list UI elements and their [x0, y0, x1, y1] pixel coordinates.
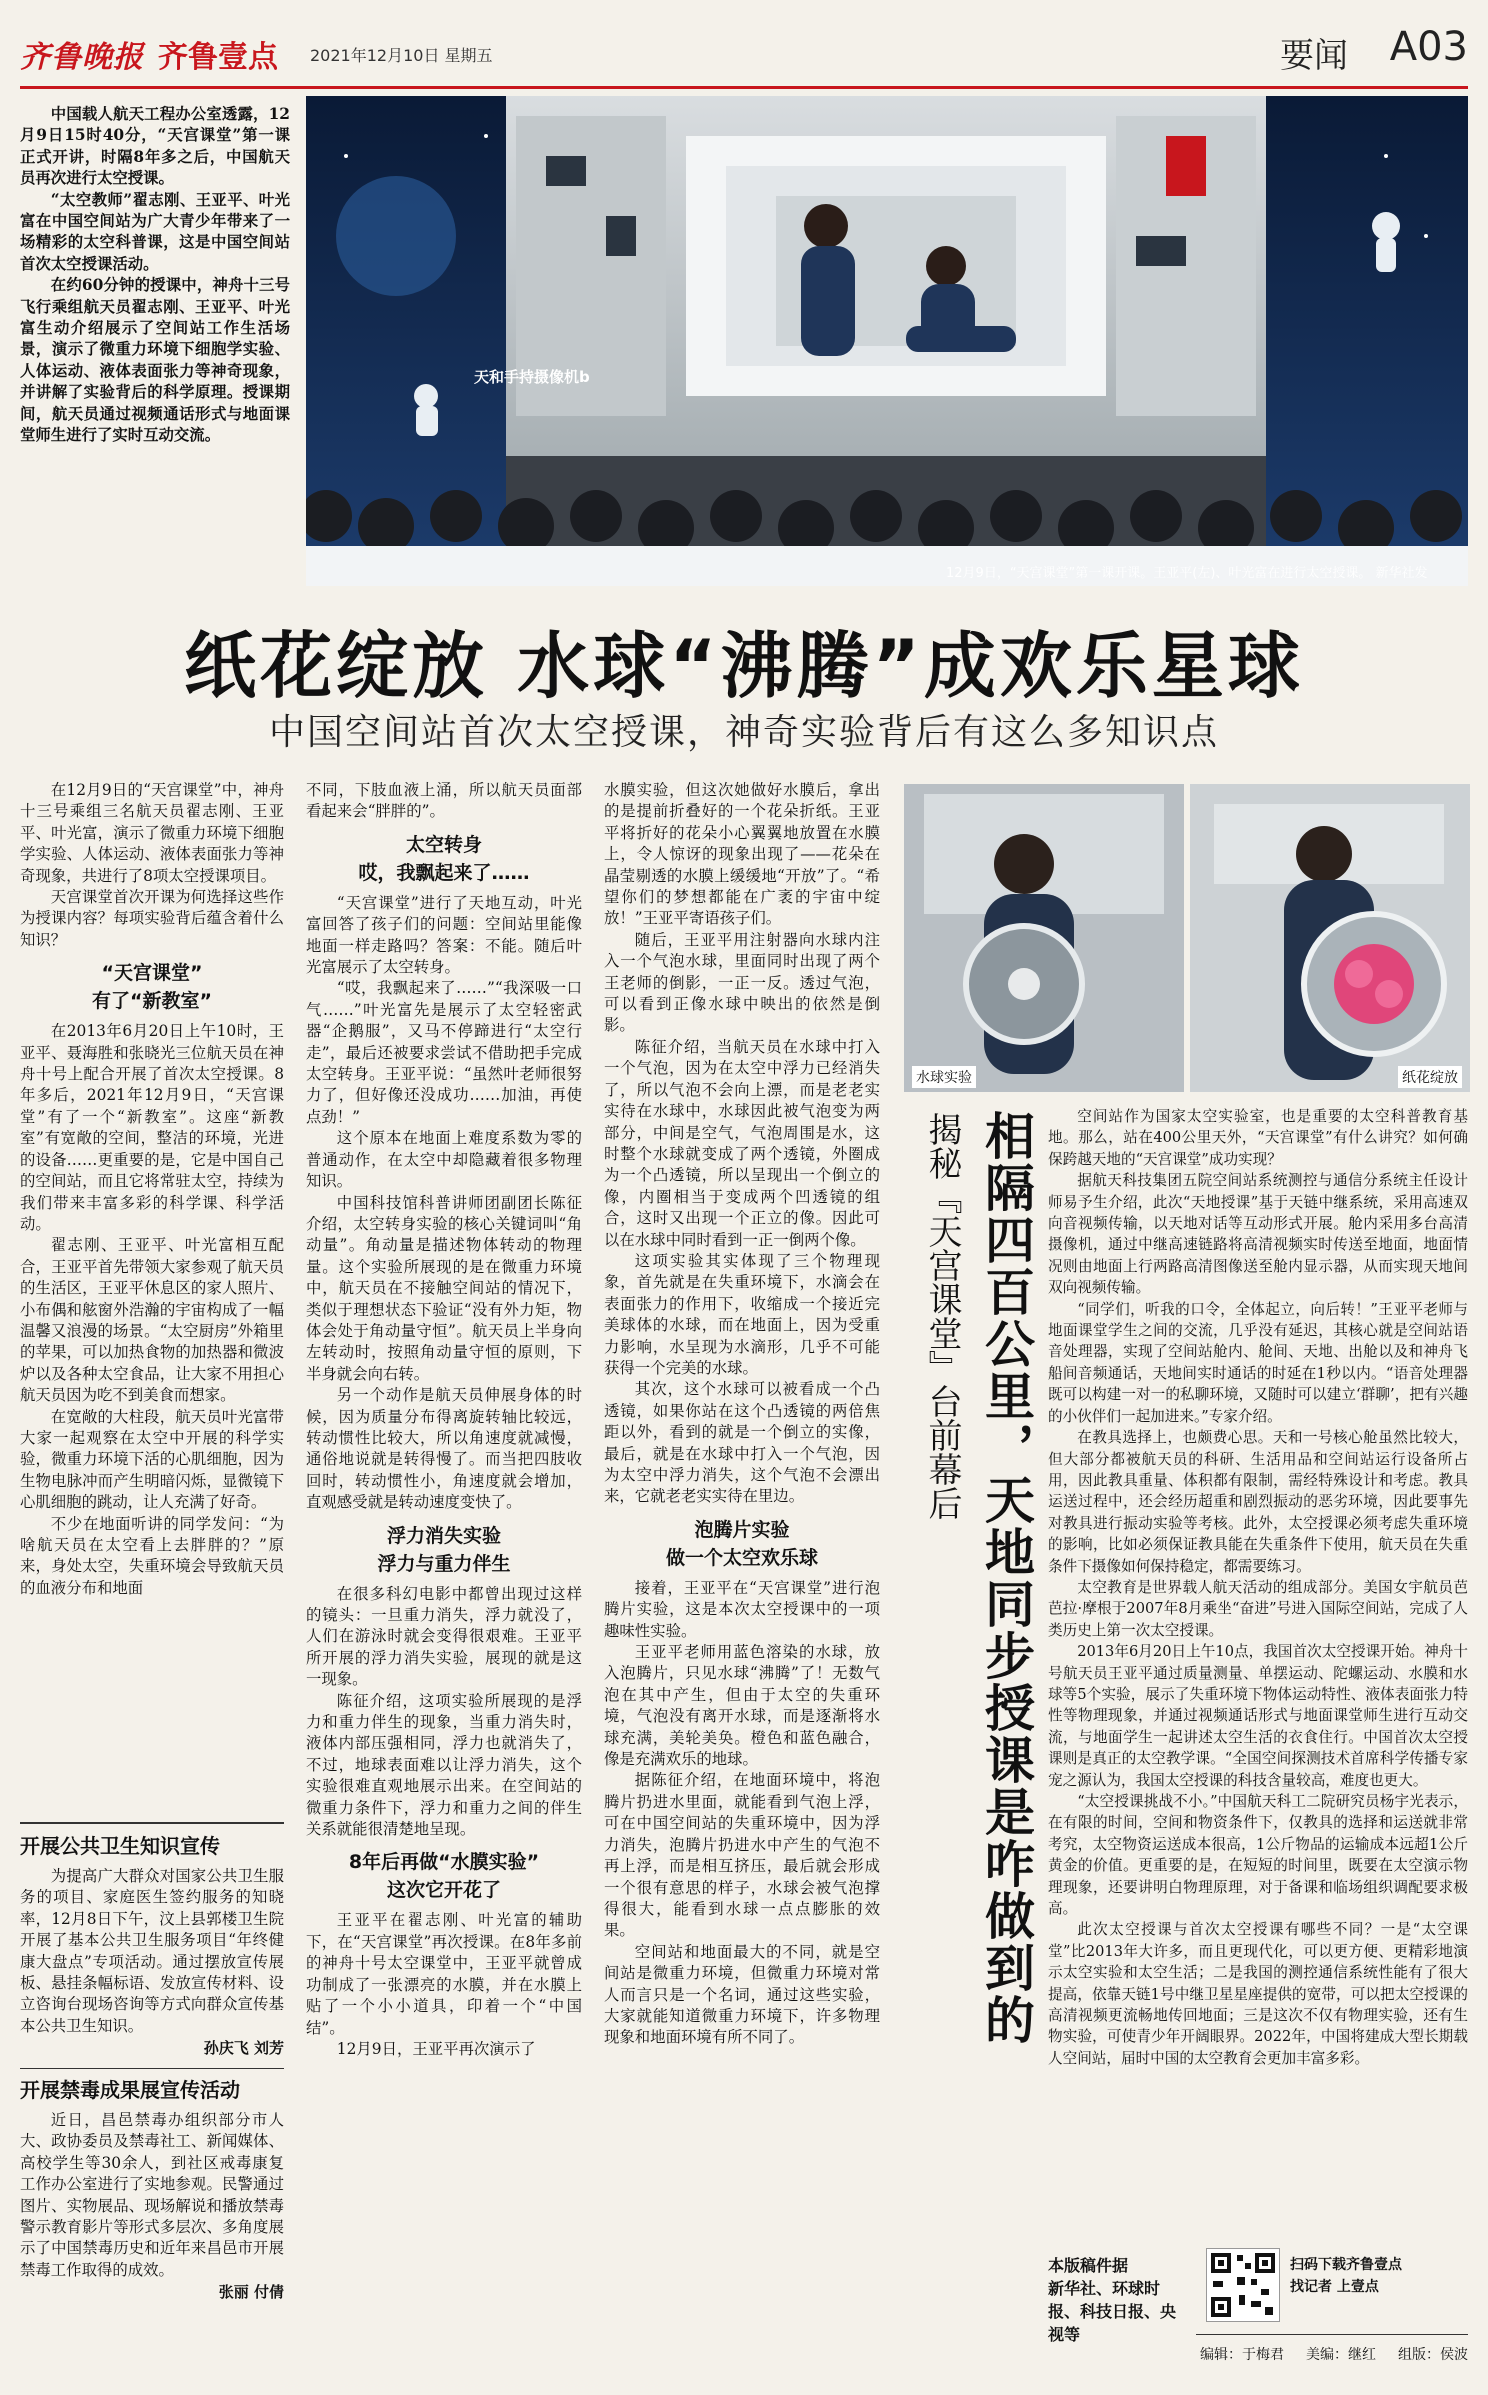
paragraph: 在很多科幻电影中都曾出现过这样的镜头：一旦重力消失，浮力就没了，人们在游泳时就会变得很艰难。王亚平所开展的浮力消失实验，展现的就是这一现象。: [306, 1584, 582, 1689]
main-headline: 纸花绽放 水球“沸腾”成欢乐星球: [184, 624, 1304, 708]
lead-text: [20, 104, 290, 447]
experiment-photo: [904, 784, 1470, 1092]
paragraph: 陈征介绍，当航天员在水球中打入一个气泡，因为在太空中浮力已经消失了，所以气泡不会向上漂，而是老老实实待在水球中，水球因此被气泡变为两部分，中间是空气，气泡周围是水，这时整个水球就变成了两个透镜，外圈成为一个凸透镜，所以呈现出一个倒立的像，内圈相当于变成两个凹透镜的组合，这时又出现一个正立的像。因此可以在水球中同时看到一正一倒两个像。: [604, 1037, 880, 1249]
lead-paragraph: 在约60分钟的授课中，神舟十三号飞行乘组航天员翟志刚、王亚平、叶光富生动介绍展示了空间站工作生活场景，演示了微重力环境下细胞学实验、人体运动、液体表面张力等神奇现象，并讲解了实验背后的科学原理。授课期间，航天员通过视频通话形式与地面课堂师生进行了实时互动交流。: [20, 276, 290, 445]
top-photo: [306, 96, 1468, 586]
article-column-1: [20, 780, 284, 1599]
paragraph: 在教具选择上，也颇费心思。天和一号核心舱虽然比较大，但大部分都被航天员的科研、生活用品和空间站运行设备所占用，因此教具重量、体积都有限制，需经特殊设计和考虑。教具运送过程中，还会经历超重和剧烈振动的恶劣环境，因此要事先对教具进行振动实验等考核。此外，太空授课必须考虑失重环境的影响，比如必须保证教具能在失重条件下使用，航天员在失重条件下摄像如何保持稳定，都需要练习。: [1048, 1429, 1468, 1575]
page-number: A03: [1389, 24, 1468, 70]
paragraph: 不同，下肢血液上涌，所以航天员面部看起来会“胖胖的”。: [306, 781, 582, 821]
paragraph: 在12月9日的“天宫课堂”中，神舟十三号乘组三名航天员翟志刚、王亚平、叶光富，演示了微重力环境下细胞学实验、人体运动、液体表面张力等神奇现象，共进行了8项太空授课项目。: [20, 781, 284, 885]
paragraph: 王亚平在翟志刚、叶光富的辅助下，在“天宫课堂”再次授课。在8年多前的神舟十号太空课堂中，王亚平就曾成功制成了一张漂亮的水膜，并在水膜上贴了一个小小道具，印着一个“中国结”。: [306, 1911, 582, 2037]
paragraph: “哎，我飘起来了……”“我深吸一口气……”叶光富先是展示了太空轻密武器“企鹅服”，又马不停蹄进行“太空行走”，最后还被要求尝试不借助把手完成太空转身。王亚平说：“虽然叶老师很努力了，但好像还没成功……加油，再使点劲！”: [306, 979, 582, 1126]
subtitle-line: 这次它开花了: [386, 1879, 501, 1902]
lead-paragraph: 中国载人航天工程办公室透露，12月9日15时40分，“天宫课堂”第一课正式开讲，时隔8年多之后，中国航天员再次进行太空授课。: [20, 105, 290, 188]
photo-label-left: 水球实验: [912, 1066, 976, 1088]
qr-code-icon[interactable]: [1206, 2248, 1280, 2322]
subtitle-line: 浮力与重力伴生: [377, 1552, 511, 1575]
experiment-photo-illustration: [904, 784, 1470, 1092]
credits: [1200, 2344, 1468, 2364]
second-kicker: 揭秘『天宫课堂』台前幕后: [922, 1112, 962, 1520]
paragraph: 空间站和地面最大的不同，就是空间站是微重力环境，但微重力环境对常人而言只是一个名词，通过这些实验，大家就能知道微重力环境下，许多物理现象和地面环境有所不同了。: [604, 1942, 880, 2047]
credits-rule: [1196, 2334, 1468, 2335]
paragraph: 中国科技馆科普讲师团副团长陈征介绍，太空转身实验的核心关键词叫“角动量”。角动量是描述物体转动的物理量。这个实验所展现的是在微重力环境中，航天员在不接触空间站的情况下，类似于理想状态下验证“没有外力矩，物体会处于角动量守恒”。航天员上半身向左转动时，按照角动量守恒的原则，下半身就会向右转。: [306, 1193, 582, 1383]
paragraph: 其次，这个水球可以被看成一个凸透镜，如果你站在这个凸透镜的两倍焦距以外，看到的就是一个倒立的实像，最后，就是在水球中打入一个气泡，因为太空中浮力消失，这个气泡不会漂出来，它就老老实实待在里边。: [604, 1380, 880, 1506]
paragraph: 这项实验其实体现了三个物理现象，首先就是在失重环境下，水滴会在表面张力的作用下，收缩成一个接近完美球体的水球，而在地面上，因为受重力影响，水呈现为水滴形，几乎不可能获得一个完美的水球。: [604, 1251, 880, 1377]
subtitle-line: “天宫课堂”: [101, 962, 203, 985]
paragraph: 不少在地面听讲的同学发问：“为啥航天员在太空看上去胖胖的？”原来，身处太空，失重环境会导致航天员的血液分布和地面: [20, 1514, 284, 1597]
credit-designer: 美编：继红: [1306, 2347, 1376, 2363]
brief-title: 开展禁毒成果展宣传活动: [20, 2078, 240, 2102]
paragraph: 天宫课堂首次开课为何选择这些作为授课内容？每项实验背后蕴含着什么知识？: [20, 888, 284, 949]
paragraph: 据航天科技集团五院空间站系统测控与通信分系统主任设计师易予生介绍，此次“天地授课”基于天链中继系统，采用高速双向音视频传输，以天地对话等互动形式开展。舱内采用多台高清摄像机，通过中继高速链路将高清视频实时传送至地面，地面情况则由地面上行两路高清图像送至舱内显示器，从而实现天地间双向视频传输。: [1048, 1172, 1468, 1297]
paragraph: “天宫课堂”进行了天地互动，叶光富回答了孩子们的问题：空间站里能像地面一样走路吗？答案：不能。随后叶光富展示了太空转身。: [306, 893, 582, 977]
paragraph: 水膜实验，但这次她做好水膜后，拿出的是提前折叠好的一个花朵折纸。王亚平将折好的花朵小心翼翼地放置在水膜上，令人惊讶的现象出现了——花朵在晶莹剔透的水膜上缓缓地“开放”了。“希望你们的梦想都能在广袤的宇宙中绽放！”王亚平寄语孩子们。: [604, 781, 880, 928]
issue-date: 2021年12月10日 星期五: [310, 45, 493, 65]
brief-author: 孙庆飞 刘芳: [203, 2039, 284, 2058]
credit-proof: 组版：侯波: [1398, 2347, 1468, 2363]
brief-text: 为提高广大群众对国家公共卫生服务的项目、家庭医生签约服务的知晓率，12月8日下午，汶上县郭楼卫生院开展了基本公共卫生服务项目“年终健康大盘点”专项活动。通过摆放宣传展板、悬挂条幅标语、发放宣传材料、设立咨询台现场咨询等方式向群众宣传基本公共卫生知识。: [20, 1867, 284, 2035]
photo-caption: 12月9日，“天宫课堂”第一课开课。王亚平(左)、叶光富在进行太空授课。 新华社发: [946, 566, 1428, 581]
section-subtitle: [306, 1848, 582, 1904]
subtitle-line: 浮力消失实验: [386, 1524, 501, 1547]
article-column-3: [604, 780, 880, 2049]
paragraph: 据陈征介绍，在地面环境中，将泡腾片扔进水里面，就能看到气泡上浮，可在中国空间站的失重环境中，因为浮力消失，泡腾片扔进水中产生的气泡不再上浮，而是相互挤压，最后就会形成一个很有意思的样子，水球会被气泡撑得很大，能看到水球一点点膨胀的效果。: [604, 1771, 880, 1940]
subtitle-line: 做一个太空欢乐球: [665, 1546, 818, 1569]
paragraph: 太空教育是世界载人航天活动的组成部分。美国女宇航员芭芭拉·摩根于2007年8月乘坐“奋进”号进入国际空间站，完成了人类历史上第一次太空授课。: [1048, 1578, 1468, 1639]
news-brief-2: [20, 2076, 284, 2302]
brief-text: 近日，昌邑禁毒办组织部分市人大、政协委员及禁毒社工、新闻媒体、高校学生等30余人，到社区戒毒康复工作办公室进行了实地参观。民警通过图片、实物展品、现场解说和播放禁毒警示教育影片等形式多层次、多角度展示了中国禁毒历史和近年来昌邑市开展禁毒工作取得的成效。: [20, 2111, 284, 2279]
paragraph: 2013年6月20日上午10点，我国首次太空授课开始。神舟十号航天员王亚平通过质量测量、单摆运动、陀螺运动、水膜和水球等5个实验，展示了失重环境下物体运动特性、液体表面张力特性等物理现象，并通过视频通话形式与地面课堂师生进行互动交流，与地面学生一起讲述太空生活的衣食住行。中国首次太空授课则是真正的太空教学课。“全国空间探测技术首席科学传播专家宠之源认为，我国太空授课的科技含量较高，难度也更大。: [1048, 1643, 1468, 1789]
paragraph: 12月9日，王亚平再次演示了: [336, 2039, 536, 2058]
qr-caption-line: 扫码下载齐鲁壹点: [1290, 2257, 1402, 2273]
section-subtitle: [604, 1516, 880, 1572]
paragraph: 空间站作为国家太空实验室，也是重要的太空科普教育基地。那么，站在400公里天外，“天宫课堂”有什么讲究？如何确保跨越天地的“天宫课堂”成功实现？: [1048, 1108, 1468, 1168]
box-separator: [20, 1822, 284, 1824]
masthead: [20, 28, 493, 80]
section-subtitle: [306, 1522, 582, 1578]
subtitle-line: 太空转身: [405, 833, 482, 856]
brief-author: 张丽 付倩: [218, 2283, 284, 2302]
second-story-body: [1048, 1106, 1468, 2069]
paragraph: “同学们，听我的口令，全体起立，向后转！”王亚平老师与地面课堂学生之间的交流，几乎没有延迟，其核心就是空间站语音处理器，实现了空间站舱内、舱间、天地、出舱以及和神舟飞船间音频通话，天地间实时通话的时延在1秒以内。“语音处理器既可以构建一对一的私聊环境，又随时可以建立‘群聊’，把有兴趣的小伙伴们一起加进来。”专家介绍。: [1048, 1300, 1468, 1425]
source-line: 本版稿件据: [1048, 2256, 1129, 2275]
credit-editor: 编辑：于梅君: [1200, 2347, 1284, 2363]
classroom-photo-illustration: [306, 96, 1468, 586]
paragraph: 此次太空授课与首次太空授课有哪些不同？一是“太空课堂”比2013年大许多，而且更现代化，可以更方便、更精彩地演示太空实验和太空生活；二是我国的测控通信系统性能有了很大提高，依靠天链1号中继卫星星座提供的宽带，可以把太空授课的高清视频更流畅地传回地面；三是这次不仅有物理实验，还有生物实验，可使青少年开阔眼界。2022年，中国将建成大型长期载人空间站，届时中国的太空教育会更加丰富多彩。: [1048, 1921, 1468, 2067]
subtitle-line: 泡腾片实验: [694, 1518, 790, 1541]
paragraph: 在宽敞的大柱段，航天员叶光富带大家一起观察在太空中开展的科学实验，微重力环境下活的心肌细胞，因为生物电脉冲而产生明暗闪烁，显微镜下心肌细胞的跳动，让人充满了好奇。: [20, 1407, 284, 1512]
paragraph: 陈征介绍，这项实验所展现的是浮力和重力伴生的现象，当重力消失时，液体内部压强相同，浮力也就消失了，不过，地球表面难以让浮力消失，这个实验很难直观地展示出来。在空间站的微重力条件下，浮力和重力之间的伴生关系就能很清楚地呈现。: [306, 1691, 582, 1839]
qr-caption: [1290, 2254, 1468, 2298]
app-logo: 齐鲁壹点: [158, 40, 278, 75]
main-subheadline: 中国空间站首次太空授课，神奇实验背后有这么多知识点: [268, 712, 1219, 753]
paragraph: 接着，王亚平在“天宫课堂”进行泡腾片实验，这是本次太空授课中的一项趣味性实验。: [604, 1578, 880, 1640]
paragraph: 在2013年6月20日上午10时，王亚平、聂海胜和张晓光三位航天员在神舟十号上配合开展了首次太空授课。8年多后，2021年12月9日，“天宫课堂”有了一个“新教室”。这座“新教室”有宽敞的空间，整洁的环境，光进的设备……更重要的是，它是中国自己的空间站，而且它将常驻太空，持续为我们带来丰富多彩的科学课、科学活动。: [20, 1022, 284, 1233]
lead-paragraph: “太空教师”翟志刚、王亚平、叶光富在中国空间站为广大青少年带来了一场精彩的太空科普课，这是中国空间站首次太空授课活动。: [20, 190, 290, 273]
header-rule: [20, 86, 1468, 89]
brief-title: 开展公共卫生知识宣传: [20, 1834, 220, 1858]
subtitle-line: 哎，我飘起来了……: [358, 861, 530, 884]
section-name: 要闻: [1280, 36, 1348, 76]
news-brief-1: [20, 1832, 284, 2058]
article-column-2: [306, 780, 582, 2060]
newspaper-logo: 齐鲁晚报: [20, 40, 144, 75]
source-line: 新华社、环球时报、科技日报、央视等: [1048, 2279, 1177, 2344]
section-subtitle: [306, 831, 582, 887]
subtitle-line: 8年后再做“水膜实验”: [348, 1851, 540, 1874]
source-note: [1048, 2254, 1188, 2346]
subtitle-line: 有了“新教室”: [92, 990, 212, 1013]
photo-label-right: 纸花绽放: [1398, 1066, 1462, 1088]
paragraph: 这个原本在地面上难度系数为零的普通动作，在太空中却隐藏着很多物理知识。: [306, 1129, 582, 1191]
box-separator: [20, 2068, 284, 2069]
paragraph: “太空授课挑战不小。”中国航天科工二院研究员杨宇光表示，在有限的时间，空间和物资条件下，仅教具的选择和运送就非常考究，太空物资运送成本很高，1公斤物品的运输成本远超1公斤黄金的价值。更重要的是，在短短的时间里，既要在太空演示物理现象，还要讲明白物理原理，对于备课和临场组织调配要求极高。: [1048, 1793, 1468, 1918]
second-headline: 相隔四百公里，天地同步授课是咋做到的: [977, 1110, 1035, 2046]
section-subtitle: [20, 959, 284, 1015]
paragraph: 翟志刚、王亚平、叶光富相互配合，王亚平首先带领大家参观了航天员的生活区，王亚平休息区的家人照片、小布偶和舷窗外浩瀚的宇宙构成了一幅温馨又浪漫的场景。“太空厨房”外箱里的苹果，可以加热食物的加热器和微波炉以及各种太空食品，让大家不用担心航天员因为吃不到美食而想家。: [20, 1236, 284, 1405]
qr-caption-line: 找记者 上壹点: [1290, 2279, 1379, 2295]
paragraph: 随后，王亚平用注射器向水球内注入一个气泡水球，里面同时出现了两个王老师的倒影，一正一反。透过气泡，可以看到正像水球中映出的依然是倒影。: [604, 930, 880, 1035]
screen-label: 天和手持摄像机b: [474, 368, 590, 386]
paragraph: 王亚平老师用蓝色溶染的水球，放入泡腾片，只见水球“沸腾”了！无数气泡在其中产生，但由于太空的失重环境，气泡没有离开水球，而是逐渐将水球充满，美轮美奂。橙色和蓝色融合，像是充满欢乐的地球。: [604, 1643, 880, 1769]
paragraph: 另一个动作是航天员伸展身体的时候，因为质量分布得离旋转轴比较远，转动惯性比较大，所以角速度就减慢，通俗地说就是转得慢了。而当把四肢收回时，转动惯性小，角速度就会增加，直观感受就是转动速度变快了。: [306, 1386, 582, 1512]
